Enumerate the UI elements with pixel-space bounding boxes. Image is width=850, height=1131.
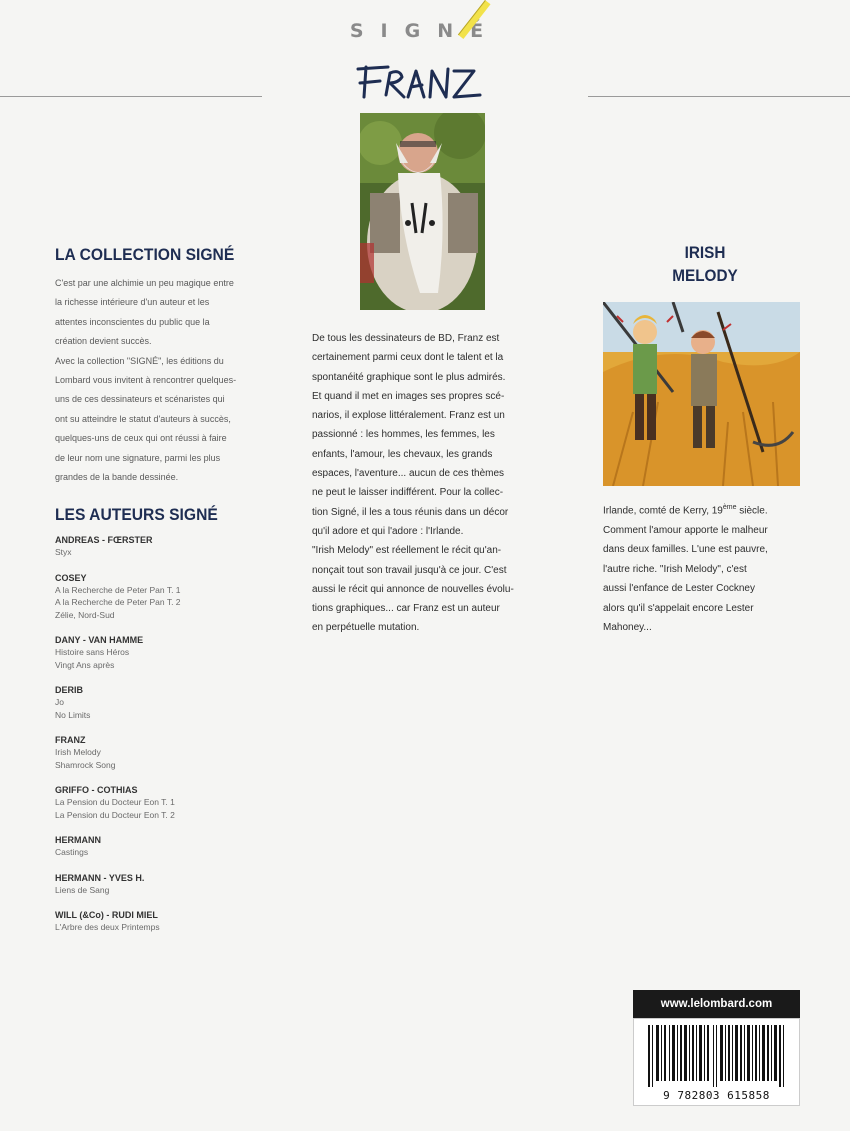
author-name: HERMANN - YVES H. bbox=[55, 872, 145, 883]
album-title-line: IRISH bbox=[684, 243, 726, 262]
text-line: spontanéité graphique sont le plus admirés. bbox=[312, 371, 506, 383]
text-line: en perpétuelle mutation. bbox=[312, 622, 420, 634]
text-line: certainement parmi ceux dont le talent et la bbox=[312, 352, 504, 364]
author-entry bbox=[55, 872, 295, 897]
album-title: Zélie, Nord-Sud bbox=[55, 609, 115, 620]
text-line: attentes inconscientes du public que la bbox=[55, 316, 210, 327]
author-name: GRIFFO - COTHIAS bbox=[55, 785, 138, 795]
superscript: ème bbox=[722, 504, 737, 511]
text-line: la richesse intérieure d'un auteur et les bbox=[55, 297, 210, 308]
text-line: C'est par une alchimie un peu magique entre bbox=[55, 278, 234, 288]
isbn-number: 9 782803 615858 bbox=[663, 1089, 770, 1102]
text-line: Mahoney... bbox=[603, 622, 652, 634]
text-line: uns de ces dessinateurs et scénaristes qui bbox=[55, 394, 225, 405]
author-name: COSEY bbox=[55, 572, 87, 583]
text-line: grandes de la bande dessinée. bbox=[55, 472, 179, 483]
text-line: Et quand il met en images ses propres scé- bbox=[312, 390, 505, 402]
album-title: Vingt Ans après bbox=[55, 659, 115, 670]
album-title-line: MELODY bbox=[672, 266, 738, 285]
publisher-website[interactable]: www.lelombard.com bbox=[633, 990, 800, 1018]
text-line: Avec la collection "SIGNÉ", les éditions du bbox=[55, 355, 224, 366]
synopsis-text: siècle. bbox=[736, 505, 768, 517]
header-rule-right bbox=[588, 96, 850, 97]
album-title: Histoire sans Héros bbox=[55, 647, 130, 657]
album-title: La Pension du Docteur Eon T. 2 bbox=[55, 809, 175, 820]
album-title: Liens de Sang bbox=[55, 884, 110, 895]
album-title: Irish Melody bbox=[55, 747, 101, 757]
author-name: DANY - VAN HAMME bbox=[55, 635, 144, 645]
author-entry bbox=[55, 834, 295, 859]
album-title: Shamrock Song bbox=[55, 759, 116, 770]
author-signature bbox=[350, 55, 490, 105]
text-line: de leur nom une signature, parmi les plus bbox=[55, 452, 221, 463]
text-line: dans deux familles. L'une est pauvre, bbox=[603, 544, 768, 556]
text-line: espaces, l'aventure... aucun de ces thèmes bbox=[312, 468, 505, 480]
album-title: Jo bbox=[55, 697, 64, 707]
author-name: FRANZ bbox=[55, 735, 86, 745]
authors-list bbox=[55, 534, 295, 947]
text-line: enfants, l'amour, les chevaux, les grands bbox=[312, 448, 493, 460]
text-line: aussi le récit qui annonce de nouvelles évolu- bbox=[312, 583, 514, 595]
album-title: Styx bbox=[55, 547, 72, 557]
author-entry bbox=[55, 572, 295, 622]
album-title: Castings bbox=[55, 847, 89, 857]
author-entry bbox=[55, 534, 295, 559]
collection-title: LA COLLECTION SIGNÉ bbox=[55, 245, 235, 264]
barcode bbox=[633, 1018, 800, 1106]
author-name: HERMANN bbox=[55, 835, 101, 845]
author-entry bbox=[55, 684, 295, 721]
comic-panel-illustration bbox=[603, 302, 800, 486]
author-entry bbox=[55, 909, 295, 934]
text-line: création devient succès. bbox=[55, 336, 152, 347]
album-synopsis bbox=[603, 498, 808, 638]
author-name: ANDREAS - FŒRSTER bbox=[55, 535, 153, 545]
album-title-heading bbox=[620, 241, 791, 287]
text-line: tions graphiques... car Franz est un auteur bbox=[312, 603, 500, 615]
text-line: passionné : les hommes, les femmes, les bbox=[312, 429, 495, 441]
author-photo bbox=[360, 113, 485, 310]
album-title: La Pension du Docteur Eon T. 1 bbox=[55, 797, 175, 807]
text-line: qu'il adore et qui l'adore : l'Irlande. bbox=[312, 525, 464, 537]
text-line: ne peut le laisser indifférent. Pour la collec- bbox=[312, 487, 504, 499]
author-blurb bbox=[312, 329, 550, 638]
text-line: quelques-uns de ceux qui ont réussi à faire bbox=[55, 433, 227, 444]
authors-title: LES AUTEURS SIGNÉ bbox=[55, 505, 218, 524]
text-line: Comment l'amour apporte le malheur bbox=[603, 524, 768, 536]
header-rule-left bbox=[0, 96, 262, 97]
album-title: No Limits bbox=[55, 709, 91, 720]
album-title: A la Recherche de Peter Pan T. 2 bbox=[55, 597, 181, 607]
text-line: "Irish Melody" est réellement le récit qu'an- bbox=[312, 545, 502, 557]
text-line: narios, il explose littéralement. Franz est un bbox=[312, 410, 505, 422]
author-entry bbox=[55, 634, 295, 671]
text-line bbox=[603, 498, 808, 521]
text-line: l'autre riche. "Irish Melody", c'est bbox=[603, 563, 747, 575]
text-line: tion Signé, il les a tous réunis dans un décor bbox=[312, 506, 509, 518]
author-entry bbox=[55, 734, 295, 771]
author-name: DERIB bbox=[55, 685, 84, 695]
text-line: De tous les dessinateurs de BD, Franz est bbox=[312, 333, 500, 344]
text-line: Lombard vous invitent à rencontrer quelques- bbox=[55, 375, 237, 386]
text-line: aussi l'enfance de Lester Cockney bbox=[603, 583, 755, 595]
album-title: L'Arbre des deux Printemps bbox=[55, 922, 160, 932]
text-line: nonçait tout son travail jusqu'à ce jour. C'est bbox=[312, 564, 507, 576]
barcode-bars bbox=[634, 1025, 799, 1087]
synopsis-text: Irlande, comté de Kerry, 19 bbox=[603, 505, 723, 517]
text-line: ont su atteindre le statut d'auteurs à succès, bbox=[55, 413, 231, 424]
text-line: alors qu'il s'appelait encore Lester bbox=[603, 602, 754, 614]
collection-text bbox=[55, 274, 295, 487]
author-name: WILL (&Co) - RUDI MIEL bbox=[55, 910, 158, 920]
series-label: SIGNÉ bbox=[349, 20, 501, 42]
author-entry bbox=[55, 784, 295, 821]
album-title: A la Recherche de Peter Pan T. 1 bbox=[55, 584, 181, 595]
